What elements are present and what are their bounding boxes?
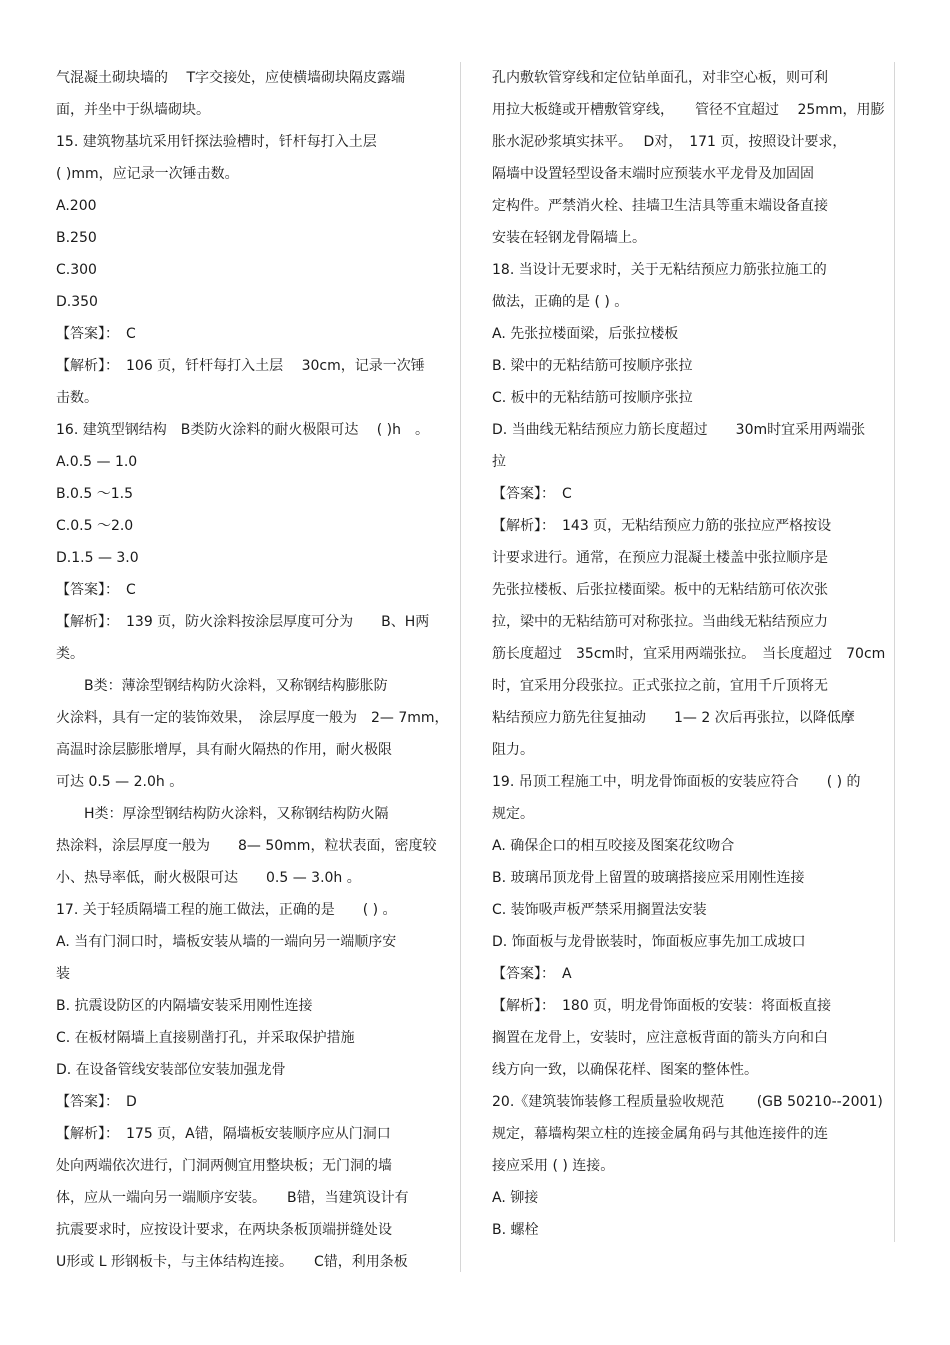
text-line: 高温时涂层膨胀增厚，具有耐火隔热的作用，耐火极限 <box>56 742 392 758</box>
text-line: 【答案】： C <box>56 326 136 342</box>
text-line: 【解析】： 175 页，A错，隔墙板安装顺序应从门洞口 <box>56 1126 391 1142</box>
text-line: 【答案】： D <box>56 1094 137 1110</box>
text-line: C. 在板材隔墙上直接剔凿打孔，并采取保护措施 <box>56 1030 355 1046</box>
text-line: A.200 <box>56 198 97 214</box>
text-line: A. 当有门洞口时，墙板安装从墙的一端向另一端顺序安 <box>56 934 397 950</box>
text-line: C.0.5 ～2.0 <box>56 518 134 534</box>
text-line: 【解析】： 139 页，防火涂料按涂层厚度可分为 B、H两 <box>56 614 430 630</box>
text-line: D.350 <box>56 294 98 310</box>
text-line: 【答案】： A <box>492 966 572 982</box>
text-line: 定构件。严禁消火栓、挂墙卫生洁具等重末端设备直接 <box>492 198 828 214</box>
text-line: A. 铆接 <box>492 1190 539 1206</box>
text-line: B. 抗震设防区的内隔墙安装采用刚性连接 <box>56 998 313 1014</box>
text-line: 热涂料，涂层厚度一般为 8— 50mm，粒状表面，密度较 <box>56 838 437 854</box>
text-line: 隔墙中设置轻型设备末端时应预装水平龙骨及加固固 <box>492 166 814 182</box>
text-line: 胀水泥砂浆填实抹平。 D对， 171 页，按照设计要求， <box>492 134 847 150</box>
text-line: 击数。 <box>56 390 98 406</box>
text-line: 时，宜采用分段张拉。正式张拉之前，宜用千斤顶将无 <box>492 678 828 694</box>
text-line: D.1.5 — 3.0 <box>56 550 139 566</box>
text-line: 【解析】： 143 页，无粘结预应力筋的张拉应严格按设 <box>492 518 832 534</box>
text-line: 19. 吊顶工程施工中，明龙骨饰面板的安装应符合 ( ) 的 <box>492 774 861 790</box>
text-line: 【答案】： C <box>56 582 136 598</box>
text-line: 规定，幕墙构架立柱的连接金属角码与其他连接件的连 <box>492 1126 828 1142</box>
text-line: 18. 当设计无要求时，关于无粘结预应力筋张拉施工的 <box>492 262 827 278</box>
text-line: 体，应从一端向另一端顺序安装。 B错，当建筑设计有 <box>56 1190 409 1206</box>
text-line: B. 梁中的无粘结筋可按顺序张拉 <box>492 358 693 374</box>
text-line: 做法，正确的是 ( ) 。 <box>492 294 629 310</box>
text-line: B类：薄涂型钢结构防火涂料，又称钢结构膨胀防 <box>56 678 388 694</box>
text-line: 火涂料，具有一定的装饰效果， 涂层厚度一般为 2— 7mm， <box>56 710 449 726</box>
text-line: A.0.5 — 1.0 <box>56 454 138 470</box>
text-line: 拉，梁中的无粘结筋可对称张拉。当曲线无粘结预应力 <box>492 614 828 630</box>
text-line: 筋长度超过 35cm时，宜采用两端张拉。 当长度超过 70cm <box>492 646 886 662</box>
text-line: ( )mm，应记录一次锤击数。 <box>56 166 239 182</box>
right-column <box>492 62 895 1242</box>
text-line: U形或 L 形钢板卡，与主体结构连接。 C错，利用条板 <box>56 1254 408 1270</box>
text-line: D. 饰面板与龙骨嵌装时，饰面板应事先加工成坡口 <box>492 934 806 950</box>
text-line: 可达 0.5 — 2.0h 。 <box>56 774 184 790</box>
text-line: 【答案】： C <box>492 486 572 502</box>
text-line: B. 螺栓 <box>492 1222 539 1238</box>
text-line: 16. 建筑型钢结构 B类防火涂料的耐火极限可达 ( )h 。 <box>56 422 430 438</box>
text-line: 拉 <box>492 454 506 470</box>
text-line: 孔内敷软管穿线和定位钻单面孔，对非空心板，则可利 <box>492 70 828 86</box>
text-line: 规定。 <box>492 806 534 822</box>
text-line: B.250 <box>56 230 97 246</box>
text-line: D. 在设备管线安装部位安装加强龙骨 <box>56 1062 286 1078</box>
text-line: 线方向一致，以确保花样、图案的整体性。 <box>492 1062 758 1078</box>
text-line: 接应采用 ( ) 连接。 <box>492 1158 615 1174</box>
text-line: 小、热导率低，耐火极限可达 0.5 — 3.0h 。 <box>56 870 361 886</box>
text-line: C. 板中的无粘结筋可按顺序张拉 <box>492 390 693 406</box>
text-line: A. 先张拉楼面梁，后张拉楼板 <box>492 326 679 342</box>
text-line: 面，并坐中于纵墙砌块。 <box>56 102 210 118</box>
text-line: 20.《建筑装饰装修工程质量验收规范 (GB 50210--2001) <box>492 1094 883 1110</box>
text-line: 类。 <box>56 646 84 662</box>
text-line: D. 当曲线无粘结预应力筋长度超过 30m时宜采用两端张 <box>492 422 866 438</box>
text-line: 15. 建筑物基坑采用钎探法验槽时，钎杆每打入土层 <box>56 134 377 150</box>
text-line: 装 <box>56 966 70 982</box>
text-line: B.0.5 ～1.5 <box>56 486 134 502</box>
text-line: 17. 关于轻质隔墙工程的施工做法，正确的是 ( ) 。 <box>56 902 397 918</box>
text-line: 处向两端依次进行，门洞两侧宜用整块板；无门洞的墙 <box>56 1158 392 1174</box>
text-line: C.300 <box>56 262 97 278</box>
left-column <box>56 62 461 1272</box>
text-line: 用拉大板缝或开槽敷管穿线， 管径不宜超过 25mm，用膨 <box>492 102 885 118</box>
text-line: 计要求进行。通常，在预应力混凝土楼盖中张拉顺序是 <box>492 550 828 566</box>
text-line: C. 装饰吸声板严禁采用搁置法安装 <box>492 902 707 918</box>
text-line: 【解析】： 180 页，明龙骨饰面板的安装：将面板直接 <box>492 998 832 1014</box>
text-line: 气混凝土砌块墙的 T字交接处，应使横墙砌块隔皮露端 <box>56 70 406 86</box>
text-line: 抗震要求时，应按设计要求，在两块条板顶端拼缝处设 <box>56 1222 392 1238</box>
text-line: 【解析】： 106 页，钎杆每打入土层 30cm，记录一次锤 <box>56 358 425 374</box>
text-line: 安装在轻钢龙骨隔墙上。 <box>492 230 646 246</box>
text-line: B. 玻璃吊顶龙骨上留置的玻璃搭接应采用刚性连接 <box>492 870 805 886</box>
text-line: H类：厚涂型钢结构防火涂料，又称钢结构防火隔 <box>56 806 389 822</box>
text-line: 搁置在龙骨上，安装时，应注意板背面的箭头方向和白 <box>492 1030 828 1046</box>
text-line: 阻力。 <box>492 742 534 758</box>
text-line: A. 确保企口的相互咬接及图案花纹吻合 <box>492 838 735 854</box>
text-line: 先张拉楼板、后张拉楼面梁。板中的无粘结筋可依次张 <box>492 582 828 598</box>
text-line: 粘结预应力筋先往复抽动 1— 2 次后再张拉，以降低摩 <box>492 710 855 726</box>
